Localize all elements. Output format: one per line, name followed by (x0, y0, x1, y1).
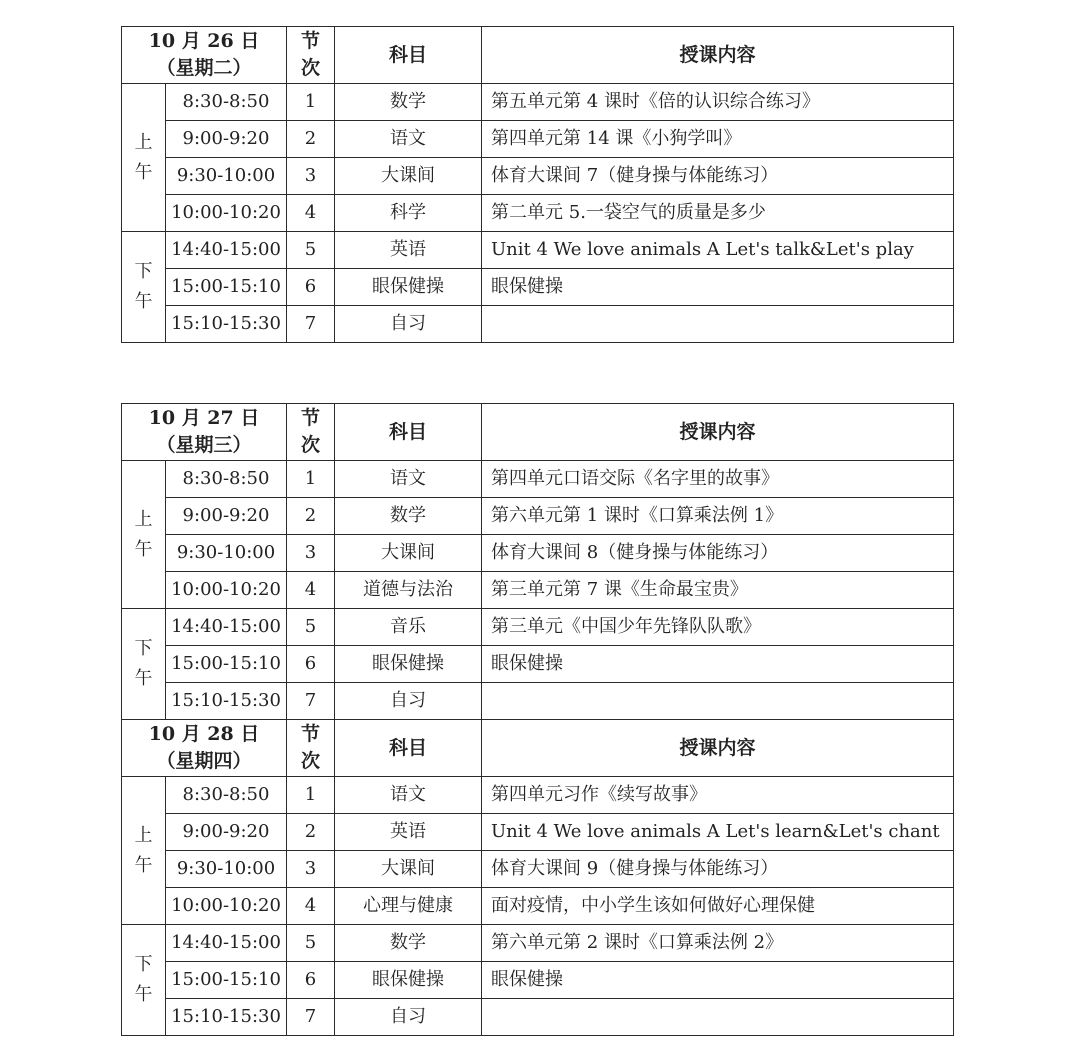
table-row (122, 888, 954, 925)
table-row (122, 609, 954, 646)
period-header (287, 720, 335, 777)
subject-cell: 大课间 (335, 158, 482, 195)
table-row (122, 962, 954, 999)
table-row (122, 572, 954, 609)
period-cell: 6 (287, 962, 335, 999)
period-cell: 4 (287, 888, 335, 925)
morning-label: 上 午 (122, 461, 166, 609)
time-cell: 15:10-15:30 (166, 306, 287, 343)
content-cell: 第三单元《中国少年先锋队队歌》 (482, 609, 954, 646)
subject-header: 科目 (335, 404, 482, 461)
subject-cell: 自习 (335, 306, 482, 343)
content-cell: 第四单元第 14 课《小狗学叫》 (482, 121, 954, 158)
period-cell: 2 (287, 498, 335, 535)
subject-cell: 大课间 (335, 851, 482, 888)
period-cell: 1 (287, 777, 335, 814)
content-cell: 眼保健操 (482, 646, 954, 683)
subject-cell: 英语 (335, 814, 482, 851)
subject-cell: 眼保健操 (335, 269, 482, 306)
content-cell: 第二单元 5.一袋空气的质量是多少 (482, 195, 954, 232)
period-cell: 2 (287, 121, 335, 158)
table-row (122, 646, 954, 683)
period-cell: 4 (287, 195, 335, 232)
table-row (122, 814, 954, 851)
date-text: 10 月 27 日 (148, 407, 260, 429)
morning-label: 上 午 (122, 84, 166, 232)
afternoon-label: 下 午 (122, 925, 166, 1036)
table-row (122, 306, 954, 343)
time-cell: 8:30-8:50 (166, 461, 287, 498)
table-row (122, 269, 954, 306)
header-row (122, 404, 954, 461)
period-cell: 3 (287, 158, 335, 195)
content-header: 授课内容 (482, 720, 954, 777)
time-cell: 14:40-15:00 (166, 609, 287, 646)
schedule-table-days-2-3 (121, 403, 954, 1036)
subject-cell: 眼保健操 (335, 646, 482, 683)
period-cell: 6 (287, 646, 335, 683)
weekday-text: （星期四） (156, 750, 252, 772)
subject-cell: 语文 (335, 777, 482, 814)
time-cell: 14:40-15:00 (166, 232, 287, 269)
subject-header: 科目 (335, 27, 482, 84)
period-cell: 5 (287, 925, 335, 962)
content-cell: 第五单元第 4 课时《倍的认识综合练习》 (482, 84, 954, 121)
table-row (122, 232, 954, 269)
time-cell: 8:30-8:50 (166, 777, 287, 814)
table-row (122, 121, 954, 158)
morning-label: 上 午 (122, 777, 166, 925)
content-cell: 第四单元习作《续写故事》 (482, 777, 954, 814)
period-header-text: 节 次 (301, 723, 321, 772)
table-row (122, 851, 954, 888)
time-cell: 8:30-8:50 (166, 84, 287, 121)
time-cell: 15:00-15:10 (166, 962, 287, 999)
content-cell: 第四单元口语交际《名字里的故事》 (482, 461, 954, 498)
period-cell: 1 (287, 461, 335, 498)
content-cell: Unit 4 We love animals A Let's talk&Let's play (482, 232, 954, 269)
subject-header: 科目 (335, 720, 482, 777)
time-cell: 9:00-9:20 (166, 498, 287, 535)
content-cell (482, 683, 954, 720)
subject-cell: 语文 (335, 121, 482, 158)
time-cell: 9:30-10:00 (166, 851, 287, 888)
table-row (122, 999, 954, 1036)
period-cell: 7 (287, 306, 335, 343)
schedule-table-day-1 (121, 26, 954, 343)
content-cell: 体育大课间 8（健身操与体能练习） (482, 535, 954, 572)
content-cell: 体育大课间 7（健身操与体能练习） (482, 158, 954, 195)
period-cell: 7 (287, 683, 335, 720)
weekday-text: （星期二） (156, 57, 252, 79)
subject-cell: 眼保健操 (335, 962, 482, 999)
period-header-text: 节 次 (301, 30, 321, 79)
subject-cell: 科学 (335, 195, 482, 232)
content-cell: 第六单元第 2 课时《口算乘法例 2》 (482, 925, 954, 962)
table-row (122, 84, 954, 121)
subject-cell: 数学 (335, 498, 482, 535)
period-cell: 5 (287, 232, 335, 269)
content-cell: 第六单元第 1 课时《口算乘法例 1》 (482, 498, 954, 535)
header-row (122, 720, 954, 777)
afternoon-label: 下 午 (122, 232, 166, 343)
period-cell: 1 (287, 84, 335, 121)
time-cell: 15:10-15:30 (166, 683, 287, 720)
subject-cell: 道德与法治 (335, 572, 482, 609)
content-cell: 第三单元第 7 课《生命最宝贵》 (482, 572, 954, 609)
period-cell: 7 (287, 999, 335, 1036)
period-header-text: 节 次 (301, 407, 321, 456)
table-row (122, 777, 954, 814)
period-cell: 3 (287, 851, 335, 888)
subject-cell: 大课间 (335, 535, 482, 572)
time-cell: 10:00-10:20 (166, 572, 287, 609)
table-row (122, 925, 954, 962)
table-row (122, 158, 954, 195)
time-cell: 10:00-10:20 (166, 195, 287, 232)
subject-cell: 语文 (335, 461, 482, 498)
subject-cell: 心理与健康 (335, 888, 482, 925)
time-cell: 14:40-15:00 (166, 925, 287, 962)
content-cell: Unit 4 We love animals A Let's learn&Let's chant (482, 814, 954, 851)
table-row (122, 461, 954, 498)
content-cell (482, 306, 954, 343)
time-cell: 9:00-9:20 (166, 814, 287, 851)
content-cell: 眼保健操 (482, 269, 954, 306)
content-cell: 眼保健操 (482, 962, 954, 999)
date-cell (122, 27, 287, 84)
time-cell: 9:30-10:00 (166, 535, 287, 572)
subject-cell: 自习 (335, 683, 482, 720)
content-header: 授课内容 (482, 404, 954, 461)
subject-cell: 英语 (335, 232, 482, 269)
subject-cell: 数学 (335, 925, 482, 962)
period-header (287, 404, 335, 461)
content-cell: 面对疫情，中小学生该如何做好心理保健 (482, 888, 954, 925)
period-header (287, 27, 335, 84)
period-cell: 4 (287, 572, 335, 609)
period-cell: 6 (287, 269, 335, 306)
period-cell: 2 (287, 814, 335, 851)
time-cell: 10:00-10:20 (166, 888, 287, 925)
table-row (122, 195, 954, 232)
content-cell: 体育大课间 9（健身操与体能练习） (482, 851, 954, 888)
weekday-text: （星期三） (156, 434, 252, 456)
time-cell: 15:00-15:10 (166, 646, 287, 683)
period-cell: 5 (287, 609, 335, 646)
subject-cell: 自习 (335, 999, 482, 1036)
date-text: 10 月 26 日 (148, 30, 260, 52)
date-text: 10 月 28 日 (148, 723, 260, 745)
table-row (122, 535, 954, 572)
subject-cell: 音乐 (335, 609, 482, 646)
table-row (122, 683, 954, 720)
content-header: 授课内容 (482, 27, 954, 84)
date-cell (122, 720, 287, 777)
time-cell: 9:30-10:00 (166, 158, 287, 195)
date-cell (122, 404, 287, 461)
subject-cell: 数学 (335, 84, 482, 121)
time-cell: 9:00-9:20 (166, 121, 287, 158)
time-cell: 15:10-15:30 (166, 999, 287, 1036)
time-cell: 15:00-15:10 (166, 269, 287, 306)
period-cell: 3 (287, 535, 335, 572)
afternoon-label: 下 午 (122, 609, 166, 720)
table-row (122, 498, 954, 535)
header-row (122, 27, 954, 84)
content-cell (482, 999, 954, 1036)
